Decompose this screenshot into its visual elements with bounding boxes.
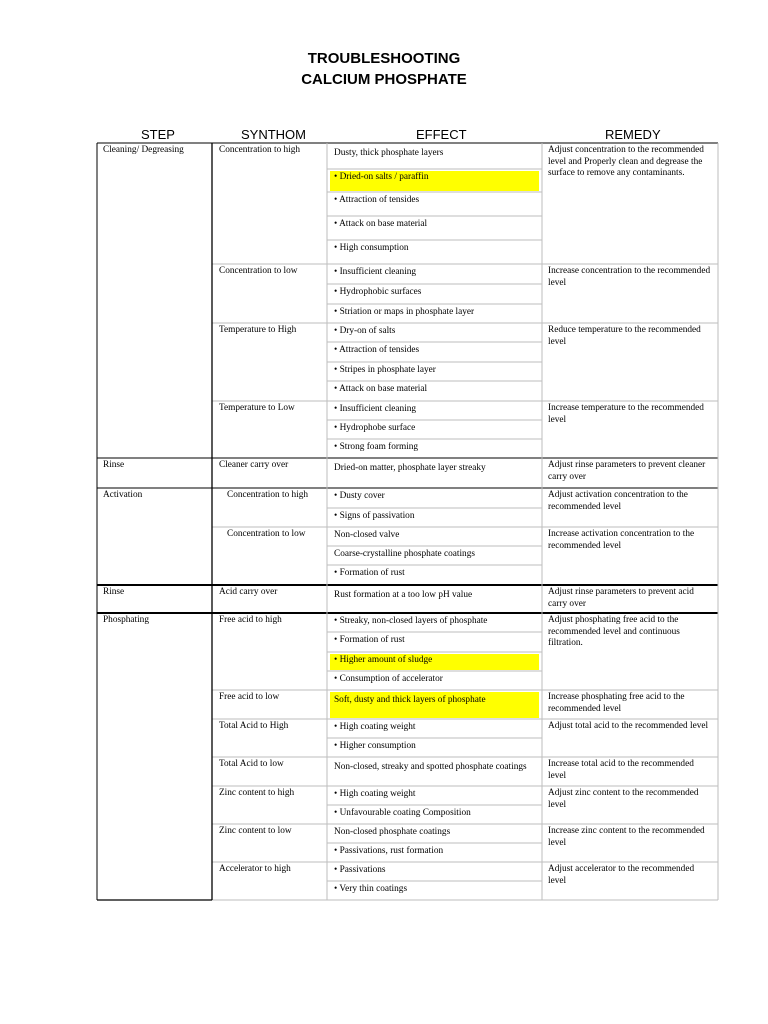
- effect-item: • Dusty cover: [334, 491, 385, 501]
- effect-item: Non-closed phosphate coatings: [334, 827, 451, 837]
- effect-item: • Signs of passivation: [334, 511, 415, 521]
- effect-item: • Hydrophobe surface: [334, 423, 416, 433]
- effect-item: Coarse-crystalline phosphate coatings: [334, 549, 475, 559]
- header-step: STEP: [141, 127, 175, 142]
- effect-item: Non-closed, streaky and spotted phosphate coatings: [334, 762, 527, 772]
- remedy-text: Adjust activation concentration to the recommended level: [548, 490, 688, 512]
- header-synthom: SYNTHOM: [241, 127, 306, 142]
- effect-item: • High coating weight: [334, 789, 416, 799]
- effect-item: • Passivations: [334, 865, 386, 875]
- effect-item: • Attack on base material: [334, 384, 428, 394]
- effect-item: Non-closed valve: [334, 530, 400, 540]
- effect-item: Dusty, thick phosphate layers: [334, 148, 444, 158]
- synthom-label: Cleaner carry over: [219, 460, 289, 470]
- effect-item: • Formation of rust: [334, 568, 405, 578]
- synthom-label: Concentration to low: [227, 529, 306, 539]
- remedy-text: Adjust phosphating free acid to the recommended level and continuous filtration.: [548, 615, 680, 649]
- remedy-text: Increase temperature to the recommended level: [548, 403, 704, 425]
- step-label: Phosphating: [103, 615, 149, 625]
- remedy-text: Adjust total acid to the recommended level: [548, 721, 709, 731]
- effect-item: • Stripes in phosphate layer: [334, 365, 436, 375]
- synthom-label: Zinc content to high: [219, 788, 295, 798]
- synthom-label: Zinc content to low: [219, 826, 292, 836]
- remedy-text: Adjust accelerator to the recommended level: [548, 864, 695, 886]
- remedy-text: Adjust rinse parameters to prevent acid carry over: [548, 587, 694, 609]
- effect-item: • Attack on base material: [334, 219, 428, 229]
- effect-item: • Consumption of accelerator: [334, 674, 443, 684]
- effect-item: • Hydrophobic surfaces: [334, 287, 422, 297]
- synthom-label: Concentration to low: [219, 266, 298, 276]
- synthom-label: Free acid to low: [219, 692, 280, 702]
- effect-item: • Attraction of tensides: [334, 195, 420, 205]
- effect-item: • Very thin coatings: [334, 884, 408, 894]
- step-label: Rinse: [103, 460, 125, 470]
- synthom-label: Accelerator to high: [219, 864, 291, 874]
- effect-item: • Attraction of tensides: [334, 345, 420, 355]
- effect-item: Soft, dusty and thick layers of phosphate: [334, 695, 486, 705]
- title-line-1: TROUBLESHOOTING: [307, 50, 461, 67]
- remedy-text: Adjust concentration to the recommended level and Properly clean and degrease the surface to remove any contaminants.: [548, 145, 704, 179]
- synthom-label: Free acid to high: [219, 615, 282, 625]
- step-label: Cleaning/ Degreasing: [103, 145, 184, 155]
- remedy-text: Increase phosphating free acid to the recommended level: [548, 692, 685, 714]
- remedy-text: Reduce temperature to the recommended level: [548, 325, 701, 347]
- effect-item: • Dry-on of salts: [334, 326, 396, 336]
- header-effect: EFFECT: [416, 127, 467, 142]
- synthom-label: Concentration to high: [219, 145, 301, 155]
- remedy-text: Increase zinc content to the recommended level: [548, 826, 705, 848]
- effect-item: • Streaky, non-closed layers of phosphate: [334, 616, 488, 626]
- effect-item: • Passivations, rust formation: [334, 846, 444, 856]
- effect-item: • Insufficient cleaning: [334, 267, 417, 277]
- step-label: Rinse: [103, 587, 125, 597]
- effect-item: • Strong foam forming: [334, 442, 419, 452]
- synthom-label: Total Acid to low: [219, 759, 284, 769]
- effect-item: • Unfavourable coating Composition: [334, 808, 471, 818]
- effect-item: • High coating weight: [334, 722, 416, 732]
- effect-item: • Higher amount of sludge: [334, 655, 433, 665]
- step-label: Activation: [103, 490, 143, 500]
- effect-item: • High consumption: [334, 243, 409, 253]
- synthom-label: Acid carry over: [219, 587, 278, 597]
- effect-item: • Striation or maps in phosphate layer: [334, 307, 475, 317]
- remedy-text: Adjust zinc content to the recommended level: [548, 788, 699, 810]
- effect-item: • Higher consumption: [334, 741, 416, 751]
- effect-item: Dried-on matter, phosphate layer streaky: [334, 463, 486, 473]
- effect-item: • Insufficient cleaning: [334, 404, 417, 414]
- remedy-text: Adjust rinse parameters to prevent cleaner carry over: [548, 460, 706, 482]
- remedy-text: Increase activation concentration to the recommended level: [548, 529, 695, 551]
- synthom-label: Total Acid to High: [219, 721, 289, 731]
- synthom-label: Temperature to Low: [219, 403, 295, 413]
- title-line-2: CALCIUM PHOSPHATE: [301, 71, 467, 88]
- synthom-label: Temperature to High: [219, 325, 297, 335]
- effect-item: • Dried-on salts / paraffin: [334, 172, 429, 182]
- header-remedy: REMEDY: [605, 127, 661, 142]
- effect-item: • Formation of rust: [334, 635, 405, 645]
- effect-item: Rust formation at a too low pH value: [334, 590, 473, 600]
- remedy-text: Increase total acid to the recommended level: [548, 759, 694, 781]
- remedy-text: Increase concentration to the recommended level: [548, 266, 711, 288]
- synthom-label: Concentration to high: [227, 490, 309, 500]
